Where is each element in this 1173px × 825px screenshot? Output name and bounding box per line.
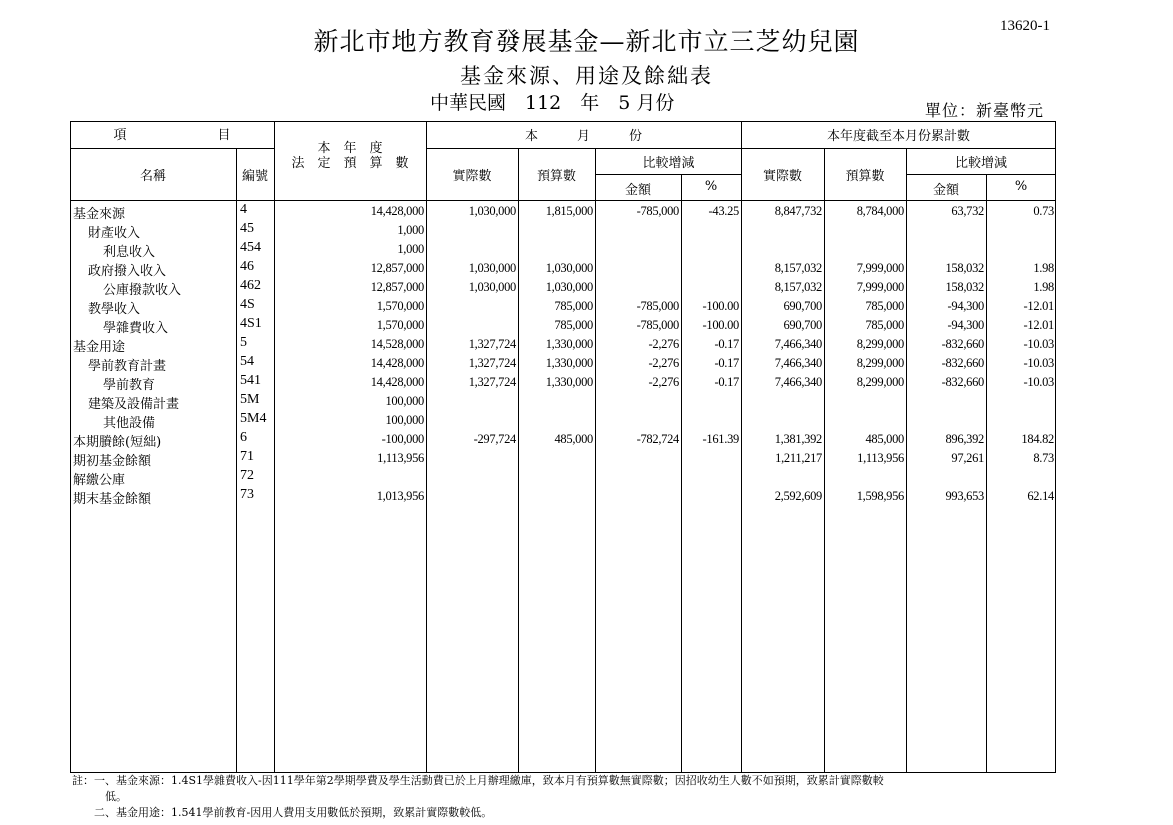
- cumulative-header: 本年度截至本月份累計數: [826, 129, 970, 144]
- footnote-line: 註：一、基金來源：1.4S1學雜費收入-因111學年第2學期學費及學生活動費已於上月辦理繳庫，致本月有預算數無實際數；因招收幼生人數不如預期，致累計實際數較: [72, 774, 884, 787]
- month-amount-header: 金額: [624, 183, 651, 198]
- item-code: 4S1: [240, 316, 262, 331]
- item-code: 5M: [240, 392, 260, 407]
- cum-budget-cell: 8,299,000: [856, 375, 904, 389]
- cum-percent-cell: -10.03: [1023, 356, 1054, 370]
- cum-percent-cell: 8.73: [1033, 451, 1054, 465]
- month-budget-cell: 485,000: [554, 432, 593, 446]
- legal-budget-cell: -100,000: [381, 432, 424, 446]
- legal-budget-cell: 14,428,000: [370, 204, 424, 218]
- item-name: 建築及設備計畫: [88, 397, 180, 412]
- cum-actual-cell: 8,157,032: [774, 261, 822, 275]
- month-budget-cell: 1,815,000: [545, 204, 593, 218]
- cum-percent-cell: -12.01: [1023, 299, 1054, 313]
- item-code: 45: [240, 221, 254, 236]
- item-name: 教學收入: [88, 302, 141, 317]
- cum-actual-header: 實際數: [762, 169, 802, 184]
- item-code: 4: [240, 202, 247, 217]
- legal-budget-cell: 12,857,000: [370, 261, 424, 275]
- cum-amount-cell: 993,653: [945, 489, 984, 503]
- month-budget-cell: 1,030,000: [545, 280, 593, 294]
- legal-budget-cell: 1,000: [397, 223, 424, 237]
- cum-amount-cell: 158,032: [945, 280, 984, 294]
- cum-amount-cell: 896,392: [945, 432, 984, 446]
- month-compare-header: 比較增減: [642, 156, 695, 171]
- cum-percent-cell: 0.73: [1033, 204, 1054, 218]
- cum-amount-cell: -832,660: [941, 337, 984, 351]
- item-name: 解繳公庫: [73, 473, 126, 488]
- cum-amount-cell: 63,732: [951, 204, 984, 218]
- month-budget-cell: 785,000: [554, 299, 593, 313]
- item-header: 項 目: [113, 128, 231, 143]
- item-name: 利息收入: [103, 245, 156, 260]
- cum-actual-cell: 2,592,609: [774, 489, 822, 503]
- cum-amount-cell: 97,261: [951, 451, 984, 465]
- item-code: 454: [240, 240, 261, 255]
- item-name: 本期賸餘(短絀): [73, 435, 162, 450]
- month-percent-header: %: [704, 179, 718, 194]
- month-amount-cell: -2,276: [648, 375, 679, 389]
- month-compare-divider: [595, 174, 742, 175]
- legal-budget-cell: 1,113,956: [377, 451, 424, 465]
- item-code: 462: [240, 278, 261, 293]
- cum-amount-cell: -832,660: [941, 375, 984, 389]
- legal-budget-cell: 14,428,000: [370, 356, 424, 370]
- col-divider-month-diff: [595, 148, 596, 773]
- month-actual-cell: -297,724: [473, 432, 516, 446]
- cum-percent-cell: 1.98: [1033, 280, 1054, 294]
- cum-percent-cell: 1.98: [1033, 261, 1054, 275]
- month-percent-cell: -100.00: [702, 318, 739, 332]
- legal-budget-cell: 1,570,000: [376, 299, 424, 313]
- month-amount-cell: -785,000: [636, 204, 679, 218]
- month-amount-cell: -782,724: [636, 432, 679, 446]
- item-code: 541: [240, 373, 261, 388]
- financial-table: [70, 121, 1056, 773]
- month-amount-cell: -2,276: [648, 356, 679, 370]
- form-number: 13620-1: [1000, 18, 1050, 34]
- legal-budget-cell: 1,570,000: [376, 318, 424, 332]
- item-name: 基金來源: [73, 207, 126, 222]
- month-budget-cell: 785,000: [554, 318, 593, 332]
- item-code: 54: [240, 354, 254, 369]
- cum-amount-cell: -832,660: [941, 356, 984, 370]
- col-divider-month-budget: [518, 148, 519, 773]
- code-header: 編號: [241, 169, 268, 184]
- col-divider-code: [236, 148, 237, 773]
- item-code: 71: [240, 449, 254, 464]
- cum-actual-cell: 7,466,340: [774, 356, 822, 370]
- cum-actual-cell: 1,211,217: [775, 451, 822, 465]
- cum-actual-cell: 7,466,340: [774, 337, 822, 351]
- item-name: 期初基金餘額: [73, 454, 152, 469]
- legal-budget-cell: 14,428,000: [370, 375, 424, 389]
- month-actual-cell: 1,030,000: [468, 204, 516, 218]
- month-actual-header: 實際數: [452, 169, 492, 184]
- cum-actual-cell: 690,700: [783, 318, 822, 332]
- item-name: 公庫撥款收入: [103, 283, 182, 298]
- month-actual-cell: 1,327,724: [468, 375, 516, 389]
- item-name: 其他設備: [103, 416, 156, 431]
- item-code: 6: [240, 430, 247, 445]
- cum-actual-cell: 7,466,340: [774, 375, 822, 389]
- cum-percent-cell: 184.82: [1021, 432, 1054, 446]
- table-left-border: [70, 121, 71, 773]
- month-budget-cell: 1,330,000: [545, 375, 593, 389]
- month-actual-cell: 1,327,724: [468, 356, 516, 370]
- item-code: 4S: [240, 297, 255, 312]
- month-actual-cell: 1,030,000: [468, 280, 516, 294]
- cum-compare-divider: [906, 174, 1056, 175]
- col-divider-month-pct: [681, 174, 682, 773]
- month-budget-header: 預算數: [536, 169, 576, 184]
- cum-percent-cell: -12.01: [1023, 318, 1054, 332]
- cum-actual-cell: 8,157,032: [774, 280, 822, 294]
- legal-budget-cell: 100,000: [385, 394, 424, 408]
- table-right-border: [1055, 121, 1056, 773]
- month-percent-cell: -0.17: [714, 337, 739, 351]
- month-budget-cell: 1,030,000: [545, 261, 593, 275]
- item-name: 財產收入: [88, 226, 141, 241]
- item-name: 學前教育: [103, 378, 156, 393]
- cum-budget-cell: 8,299,000: [856, 337, 904, 351]
- legal-budget-cell: 100,000: [385, 413, 424, 427]
- cum-percent-cell: -10.03: [1023, 375, 1054, 389]
- month-amount-cell: -2,276: [648, 337, 679, 351]
- item-name: 學前教育計畫: [88, 359, 167, 374]
- cum-percent-header: %: [1014, 179, 1028, 194]
- month-header: 本 月 份: [524, 129, 642, 144]
- legal-budget-cell: 14,528,000: [370, 337, 424, 351]
- cum-budget-cell: 8,299,000: [856, 356, 904, 370]
- month-percent-cell: -161.39: [702, 432, 739, 446]
- table-top-border: [70, 121, 1056, 122]
- item-code: 5: [240, 335, 247, 350]
- month-budget-cell: 1,330,000: [545, 356, 593, 370]
- item-name: 學雜費收入: [103, 321, 169, 336]
- month-percent-cell: -43.25: [708, 204, 739, 218]
- legal-budget-header: 本 年 度 法 定 預 算 數: [291, 141, 409, 171]
- month-percent-cell: -0.17: [714, 356, 739, 370]
- item-name: 基金用途: [73, 340, 126, 355]
- legal-budget-cell: 1,000: [397, 242, 424, 256]
- cum-budget-cell: 785,000: [865, 299, 904, 313]
- item-code: 73: [240, 487, 254, 502]
- cum-budget-cell: 485,000: [865, 432, 904, 446]
- cum-budget-cell: 7,999,000: [856, 280, 904, 294]
- report-subtitle: 基金來源、用途及餘絀表: [460, 64, 713, 88]
- month-amount-cell: -785,000: [636, 318, 679, 332]
- cum-budget-cell: 7,999,000: [856, 261, 904, 275]
- footnote-line: 二、基金用途：1.541學前教育-因用人費用支用數低於預期，致累計實際數較低。: [72, 806, 493, 819]
- cum-amount-cell: -94,300: [947, 299, 984, 313]
- legal-budget-cell: 12,857,000: [370, 280, 424, 294]
- currency-unit: 單位：新臺幣元: [925, 101, 1045, 120]
- cum-amount-header: 金額: [932, 183, 959, 198]
- legal-budget-cell: 1,013,956: [376, 489, 424, 503]
- report-period: 中華民國 112 年 5 月份: [430, 92, 675, 114]
- cum-actual-cell: 8,847,732: [774, 204, 822, 218]
- cum-percent-cell: -10.03: [1023, 337, 1054, 351]
- item-name: 政府撥入收入: [88, 264, 167, 279]
- cum-amount-cell: 158,032: [945, 261, 984, 275]
- month-percent-cell: -0.17: [714, 375, 739, 389]
- cum-percent-cell: 62.14: [1027, 489, 1054, 503]
- item-name: 期末基金餘額: [73, 492, 152, 507]
- cum-budget-header: 預算數: [845, 169, 885, 184]
- item-code: 5M4: [240, 411, 267, 426]
- footnote-line: 低。: [72, 790, 127, 803]
- month-actual-cell: 1,327,724: [468, 337, 516, 351]
- month-budget-cell: 1,330,000: [545, 337, 593, 351]
- cum-budget-cell: 1,113,956: [857, 451, 904, 465]
- cum-budget-cell: 785,000: [865, 318, 904, 332]
- cum-budget-cell: 8,784,000: [856, 204, 904, 218]
- header-bottom-border: [70, 200, 1056, 201]
- cum-actual-cell: 1,381,392: [774, 432, 822, 446]
- report-title: 新北市地方教育發展基金—新北市立三芝幼兒園: [313, 27, 860, 56]
- item-code: 72: [240, 468, 254, 483]
- cum-budget-cell: 1,598,956: [856, 489, 904, 503]
- name-header: 名稱: [139, 169, 166, 184]
- cum-amount-cell: -94,300: [947, 318, 984, 332]
- footnotes: [72, 773, 972, 821]
- month-amount-cell: -785,000: [636, 299, 679, 313]
- item-header-divider: [70, 148, 274, 149]
- month-percent-cell: -100.00: [702, 299, 739, 313]
- item-code: 46: [240, 259, 254, 274]
- month-actual-cell: 1,030,000: [468, 261, 516, 275]
- cum-compare-header: 比較增減: [954, 156, 1007, 171]
- cum-actual-cell: 690,700: [783, 299, 822, 313]
